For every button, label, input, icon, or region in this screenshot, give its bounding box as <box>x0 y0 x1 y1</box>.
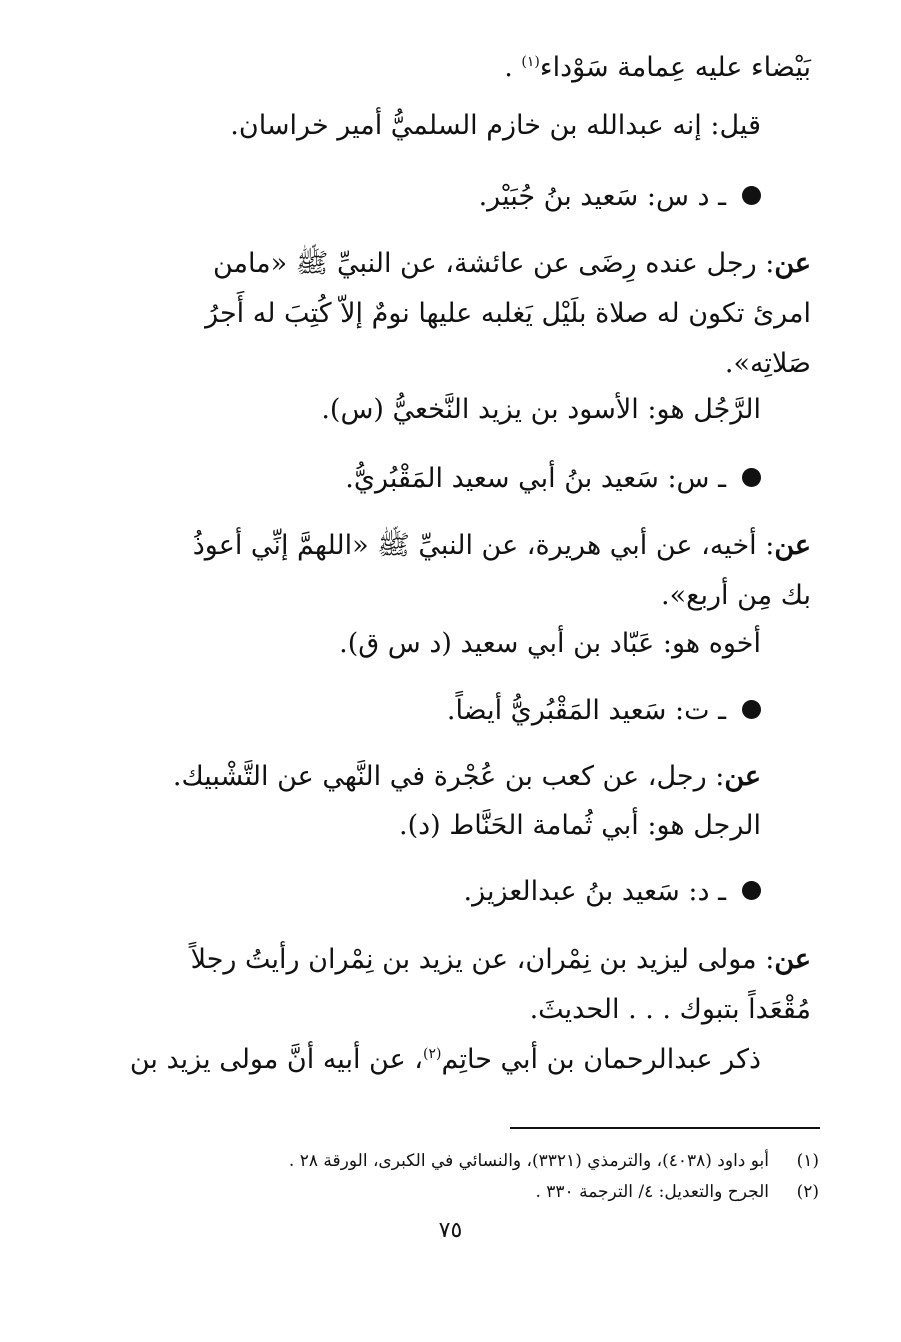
heading-text: ـ ت: سَعيد المَقْبُريُّ أيضاً. <box>446 695 726 726</box>
an-label: عن <box>774 944 811 975</box>
bullet-icon <box>742 700 761 719</box>
line-text: ذكر عبدالرحمان بن أبي حاتِم <box>441 1044 761 1075</box>
footnote-divider <box>510 1127 820 1129</box>
text-line <box>504 48 811 88</box>
bullet-icon <box>742 468 761 487</box>
text-line <box>193 526 811 566</box>
line-text: أخوه هو: عَبّاد بن أبي سعيد (د س ق). <box>339 628 761 659</box>
line-text: . <box>504 52 522 83</box>
line-text: ، عن أبيه أنَّ مولى يزيد بن <box>129 1044 424 1075</box>
footnote-1 <box>289 1148 819 1174</box>
entry-heading <box>464 872 761 912</box>
text-line <box>173 757 761 797</box>
footnote-number: (١) <box>796 1151 819 1171</box>
text-line <box>130 1040 761 1080</box>
heading-text: ـ د س: سَعيد بنُ جُبَيْر. <box>478 181 726 212</box>
line-text: بك مِن أربع». <box>661 580 811 611</box>
footnote-text: أبو داود (٤٠٣٨)، والترمذي (٣٣٢١)، والنسائي في الكبرى، الورقة ٢٨ . <box>288 1151 769 1171</box>
footnote-marker-2: (٢) <box>423 1046 442 1062</box>
line-text: : أخيه، عن أبي هريرة، عن النبيِّ ﷺ «اللهمَّ إنِّي أعوذُ <box>192 530 775 561</box>
line-text: الرَّجُل هو: الأسود بن يزيد النَّخعيُّ (س). <box>321 394 761 425</box>
line-text: الرجل هو: أبي ثُمامة الحَنَّاط (د). <box>399 810 761 841</box>
footnote-number: (٢) <box>796 1182 819 1202</box>
line-text: مُقْعَداً بتبوك . . . الحديثَ. <box>529 994 811 1025</box>
line-text: : رجل، عن كعب بن عُجْرة في النَّهي عن التَّشْبيك. <box>172 761 725 792</box>
line-text: بَيْضاء عليه عِمامة سَوْداء <box>539 52 811 83</box>
text-line <box>191 940 811 980</box>
text-line <box>725 344 811 384</box>
heading-text: ـ د: سَعيد بنُ عبدالعزيز. <box>463 876 726 907</box>
text-line <box>530 990 811 1030</box>
heading-text: ـ س: سَعيد بنُ أبي سعيد المَقْبُريُّ. <box>345 463 726 494</box>
line-text: : مولى ليزيد بن نِمْران، عن يزيد بن نِمْران رأيتُ رجلاً <box>190 944 775 975</box>
an-label: عن <box>724 761 761 792</box>
entry-heading <box>479 177 761 217</box>
footnote-marker-1: (١) <box>521 54 540 70</box>
line-text: : رجل عنده رِضَى عن عائشة، عن النبيِّ ﷺ «مامن <box>212 248 775 279</box>
line-text: صَلاتِه». <box>724 348 811 379</box>
text-line <box>661 576 811 616</box>
entry-heading <box>345 459 761 499</box>
text-line <box>230 106 761 146</box>
page-number: ٧٥ <box>438 1218 463 1243</box>
entry-heading <box>447 691 761 731</box>
footnote-2 <box>535 1179 819 1205</box>
text-line <box>205 294 811 334</box>
bullet-icon <box>742 881 761 900</box>
bullet-icon <box>742 186 761 205</box>
footnote-text: الجرح والتعديل: ٤/ الترجمة ٣٣٠ . <box>535 1182 769 1202</box>
text-line <box>321 390 761 430</box>
text-line <box>399 806 761 846</box>
text-line <box>339 624 761 664</box>
line-text: قيل: إنه عبدالله بن خازم السلميُّ أمير خراسان. <box>230 110 761 141</box>
line-text: امرئ تكون له صلاة بلَيْل يَغلبه عليها نومٌ إلاّ كُتِبَ له أَجرُ <box>205 298 811 329</box>
text-line <box>213 244 811 284</box>
an-label: عن <box>774 248 811 279</box>
an-label: عن <box>774 530 811 561</box>
